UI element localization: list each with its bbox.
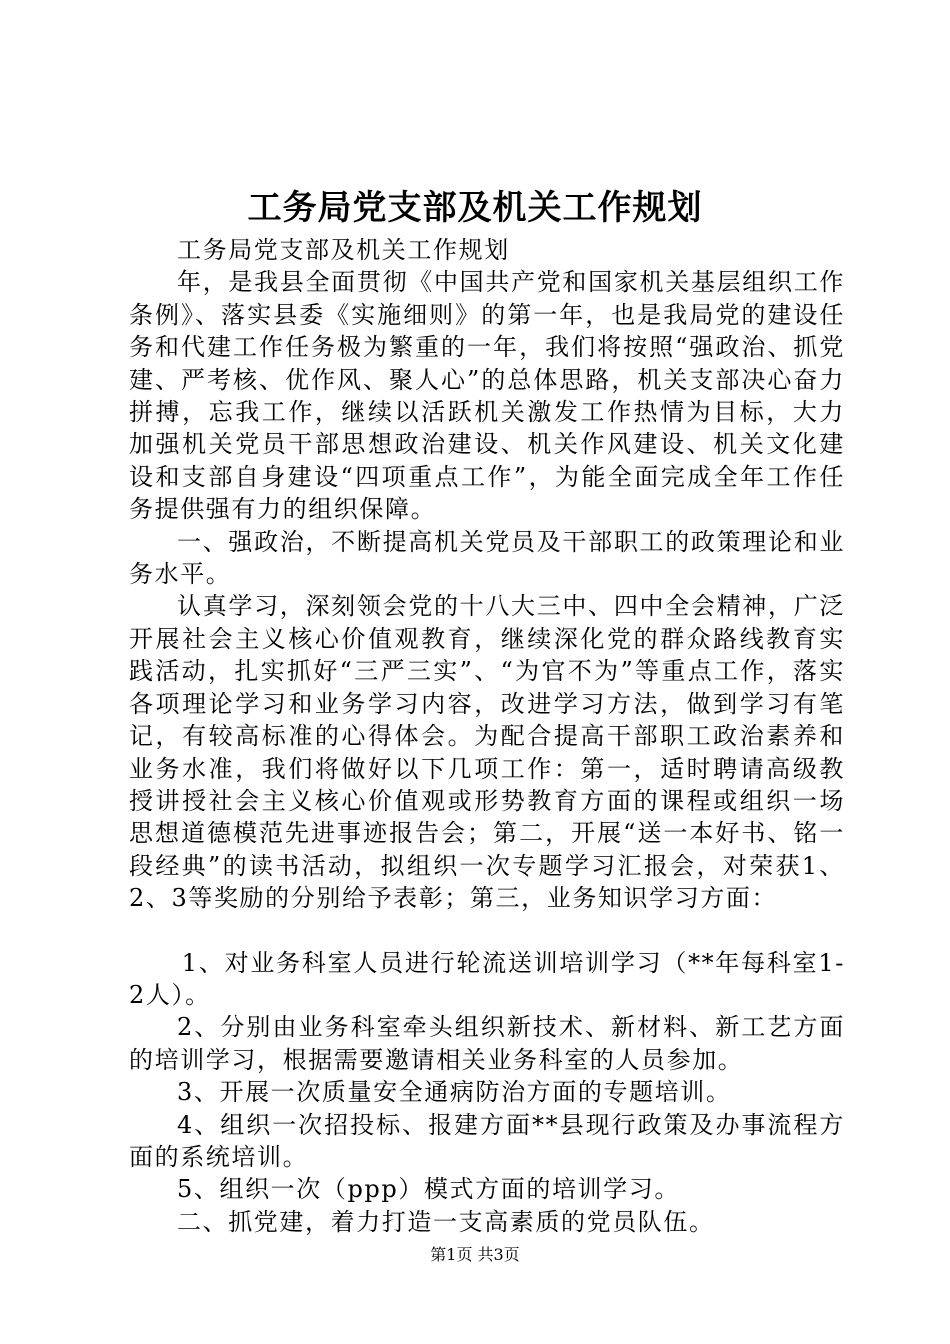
paragraph-heading-2: 二、抓党建，着力打造一支高素质的党员队伍。	[177, 1207, 715, 1236]
paragraph-gap	[129, 915, 845, 947]
paragraph-intro: 年，是我县全面贯彻《中国共产党和国家机关基层组织工作条例》、落实县委《实施细则》的第一年，也是我局党的建设任务和代建工作任务极为繁重的一年，我们将按照“强政治、抓党建、严考核、优作风、聚人心”的总体思路，机关支部决心奋力拼搏，忘我工作，继续以活跃机关激发工作热情为目标，大力加强机关党员干部思想政治建设、机关作风建设、机关文化建设和支部自身建设“四项重点工作”，为能全面完成全年工作任务提供强有力的组织保障。	[129, 268, 845, 524]
page-footer: 第1页 共3页	[430, 1245, 520, 1264]
paragraph-study: 认真学习，深刻领会党的十八大三中、四中全会精神，广泛开展社会主义核心价值观教育，继续深化党的群众路线教育实践活动，扎实抓好“三严三实”、“为官不为”等重点工作，落实各项理论学习和业务学习内容，改进学习方法，做到学习有笔记，有较高标准的心得体会。为配合提高干部职工政治素养和业务水准，我们将做好以下几项工作：第一，适时聘请高级教授讲授社会主义核心价值观或形势教育方面的课程或组织一场思想道德模范先进事迹报告会；第二，开展“送一本好书、铭一段经典”的读书活动，拟组织一次专题学习汇报会，对荣获1、2、3等奖励的分别给予表彰；第三，业务知识学习方面：	[129, 592, 845, 913]
list-item-2: 2、分别由业务科室牵头组织新技术、新材料、新工艺方面的培训学习，根据需要邀请相关业务科室的人员参加。	[129, 1013, 845, 1074]
list-item-5: 5、组织一次（ppp）模式方面的培训学习。	[177, 1175, 680, 1204]
document-title: 工务局党支部及机关工作规划	[247, 188, 703, 228]
list-item-4: 4、组织一次招投标、报建方面**县现行政策及办事流程方面的系统培训。	[129, 1110, 845, 1171]
document-body	[129, 234, 845, 1238]
paragraph-subtitle: 工务局党支部及机关工作规划	[177, 236, 510, 264]
list-item-1: 1、对业务科室人员进行轮流送训培训学习（**年每科室1-2人）。	[129, 948, 845, 1009]
list-item-3: 3、开展一次质量安全通病防治方面的专题培训。	[177, 1078, 732, 1107]
paragraph-heading-1: 一、强政治，不断提高机关党员及干部职工的政策理论和业务水平。	[129, 527, 845, 589]
